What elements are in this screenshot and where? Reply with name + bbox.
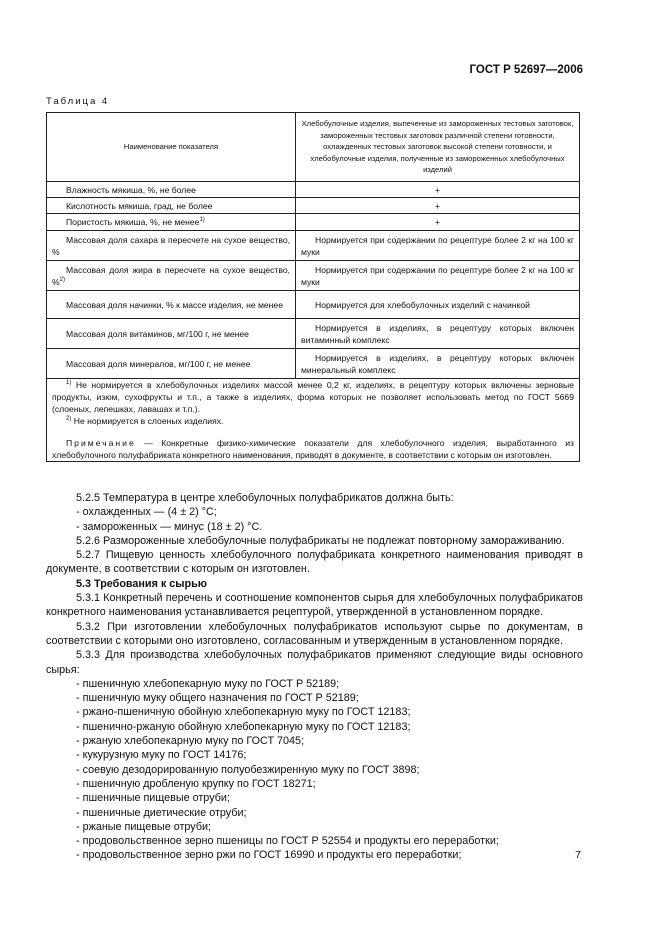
indicator-name: Массовая доля минералов, мг/100 г, не менее [47, 349, 296, 379]
list-item: - ржаную хлебопекарную муку по ГОСТ 7045; [76, 735, 305, 748]
list-item: - пшеничную хлебопекарную муку по ГОСТ Р 52189; [76, 677, 340, 690]
indicator-value: Нормируется при содержании по рецептуре более 2 кг на 100 кг муки [296, 231, 580, 261]
indicator-name: Кислотность мякиша, град, не более [47, 198, 296, 214]
paragraph-5-2-7: 5.2.7 Пищевую ценность хлебобулочного полуфабриката конкретного наименования приводят в документе, в соответствии с которым он изготовлен. [46, 549, 583, 576]
indicator-name: Массовая доля начинки, % к массе изделия, не менее [47, 291, 296, 319]
indicator-name: Массовая доля витаминов, мг/100 г, не менее [47, 319, 296, 349]
list-item: - соевую дезодорированную полуобезжиренную муку по ГОСТ 3898; [76, 763, 420, 776]
indicator-name-cell [47, 214, 296, 231]
note-text: — Конкретные физико-химические показатели для хлебобулочного изделия, выработанного из хлебобулочного полуфабриката конкретного наименования, приводят в документе, в соответствии с которым он изготовлен. [52, 438, 574, 460]
indicator-value: Нормируется при содержании по рецептуре более 2 кг на 100 кг муки [296, 261, 580, 291]
table-4 [46, 112, 580, 462]
table-caption: Таблица 4 [46, 96, 110, 107]
section-heading-5-3: 5.3 Требования к сырью [76, 577, 207, 590]
footnote-2 [52, 415, 574, 427]
table-row [47, 231, 580, 261]
paragraph-5-3-1: 5.3.1 Конкретный перечень и соотношение компонентов сырья для хлебобулочных полуфабрикатов конкретного наименования устанавливается рецептурой, утвержденной в установленном порядке. [46, 592, 583, 619]
indicator-name: Пористость мякиша, %, не менее [66, 217, 200, 227]
indicator-name: Массовая доля жира в пересчете на сухое вещество, % [52, 264, 290, 287]
indicator-name-cell [47, 261, 296, 291]
footnote-mark: 1) [66, 380, 72, 386]
list-item: - замороженных — минус (18 ± 2) °С. [76, 520, 263, 533]
list-item: - продовольственное зерно ржи по ГОСТ 16990 и продукты его переработки; [76, 849, 462, 862]
list-item: - пшеничную муку общего назначения по ГОСТ Р 52189; [76, 692, 359, 705]
footnote-text: Не нормируется в слоеных изделиях. [73, 416, 224, 426]
list-item: - кукурузную муку по ГОСТ 14176; [76, 749, 247, 762]
list-item: - пшеничную дробленую крупку по ГОСТ 18271; [76, 777, 316, 790]
table-row [47, 349, 580, 379]
footnote-ref: 2) [59, 276, 65, 283]
table-row [47, 261, 580, 291]
paragraph-5-2-6: 5.2.6 Размороженные хлебобулочные полуфабрикаты не подлежат повторному замораживанию. [76, 534, 565, 547]
indicator-value: Нормируется в изделиях, в рецептуру которых включен минеральный комплекс [296, 349, 580, 379]
body-text [46, 491, 583, 863]
footnote-text: Не нормируется в хлебобулочных изделиях массой менее 0,2 кг, изделиях, в рецептуру которых включены зерновые продукты, изюм, сухофрукты и т.п., а также в изделиях, форма которых не позволяет использовать метод по ГОСТ 5669 (слоеных, лепешках, лавашах и т.п.). [52, 380, 575, 414]
paragraph-5-2-5: 5.2.5 Температура в центре хлебобулочных полуфабрикатов должна быть: [76, 492, 454, 504]
table-row [47, 319, 580, 349]
footnote-ref: 1) [199, 217, 205, 223]
footnote-mark: 2) [66, 416, 72, 422]
indicator-value: Нормируется в изделиях, в рецептуру которых включен витаминный комплекс [296, 319, 580, 349]
column-header-products: Хлебобулочные изделия, выпеченные из замороженных тестовых заготовок, замороженных тестовых заготовок различной степени готовности, охлажденных тестовых заготовок высокой степени готовности, и хлебобулочные изделия, полученные из замороженных хлебобулочных изделий [296, 113, 580, 182]
table-note [52, 437, 574, 461]
indicator-name: Массовая доля сахара в пересчете на сухое вещество, % [47, 231, 296, 261]
indicator-value: Нормируется для хлебобулочных изделий с начинкой [296, 291, 580, 319]
list-item: - пшенично-ржаную обойную хлебопекарную муку по ГОСТ 12183; [76, 720, 411, 733]
indicator-value: + [296, 214, 580, 231]
column-header-indicator: Наименование показателя [47, 113, 296, 182]
table-header-row [47, 113, 580, 182]
table-row [47, 198, 580, 214]
list-item: - продовольственное зерно пшеницы по ГОСТ Р 52554 и продукты его переработки; [76, 835, 499, 848]
document-id: ГОСТ Р 52697—2006 [469, 64, 583, 76]
indicator-value: + [296, 198, 580, 214]
list-item: - пшеничные пищевые отруби; [76, 792, 230, 805]
table-notes-row [47, 379, 580, 462]
indicator-value: + [296, 182, 580, 198]
page-number: 7 [575, 849, 581, 861]
table-row [47, 182, 580, 198]
table-row [47, 291, 580, 319]
note-label: Примечание [66, 438, 136, 448]
list-item: - пшеничные диетические отруби; [76, 806, 247, 819]
indicator-name: Влажность мякиша, %, не более [47, 182, 296, 198]
list-item: - ржано-пшеничную обойную хлебопекарную муку по ГОСТ 12183; [76, 706, 411, 719]
paragraph-5-3-3: 5.3.3 Для производства хлебобулочных полуфабрикатов применяют следующие виды основного сырья: [46, 649, 583, 676]
table-row [47, 214, 580, 231]
list-item: - охлажденных — (4 ± 2) °С; [76, 506, 217, 519]
list-item: - ржаные пищевые отруби; [76, 820, 212, 833]
paragraph-5-3-2: 5.3.2 При изготовлении хлебобулочных полуфабрикатов используют сырье по документам, в соответствии с которыми оно изготовлено, согласованным и утвержденным в установленном порядке. [46, 620, 583, 647]
footnote-1 [52, 379, 574, 415]
table-notes [47, 379, 580, 462]
